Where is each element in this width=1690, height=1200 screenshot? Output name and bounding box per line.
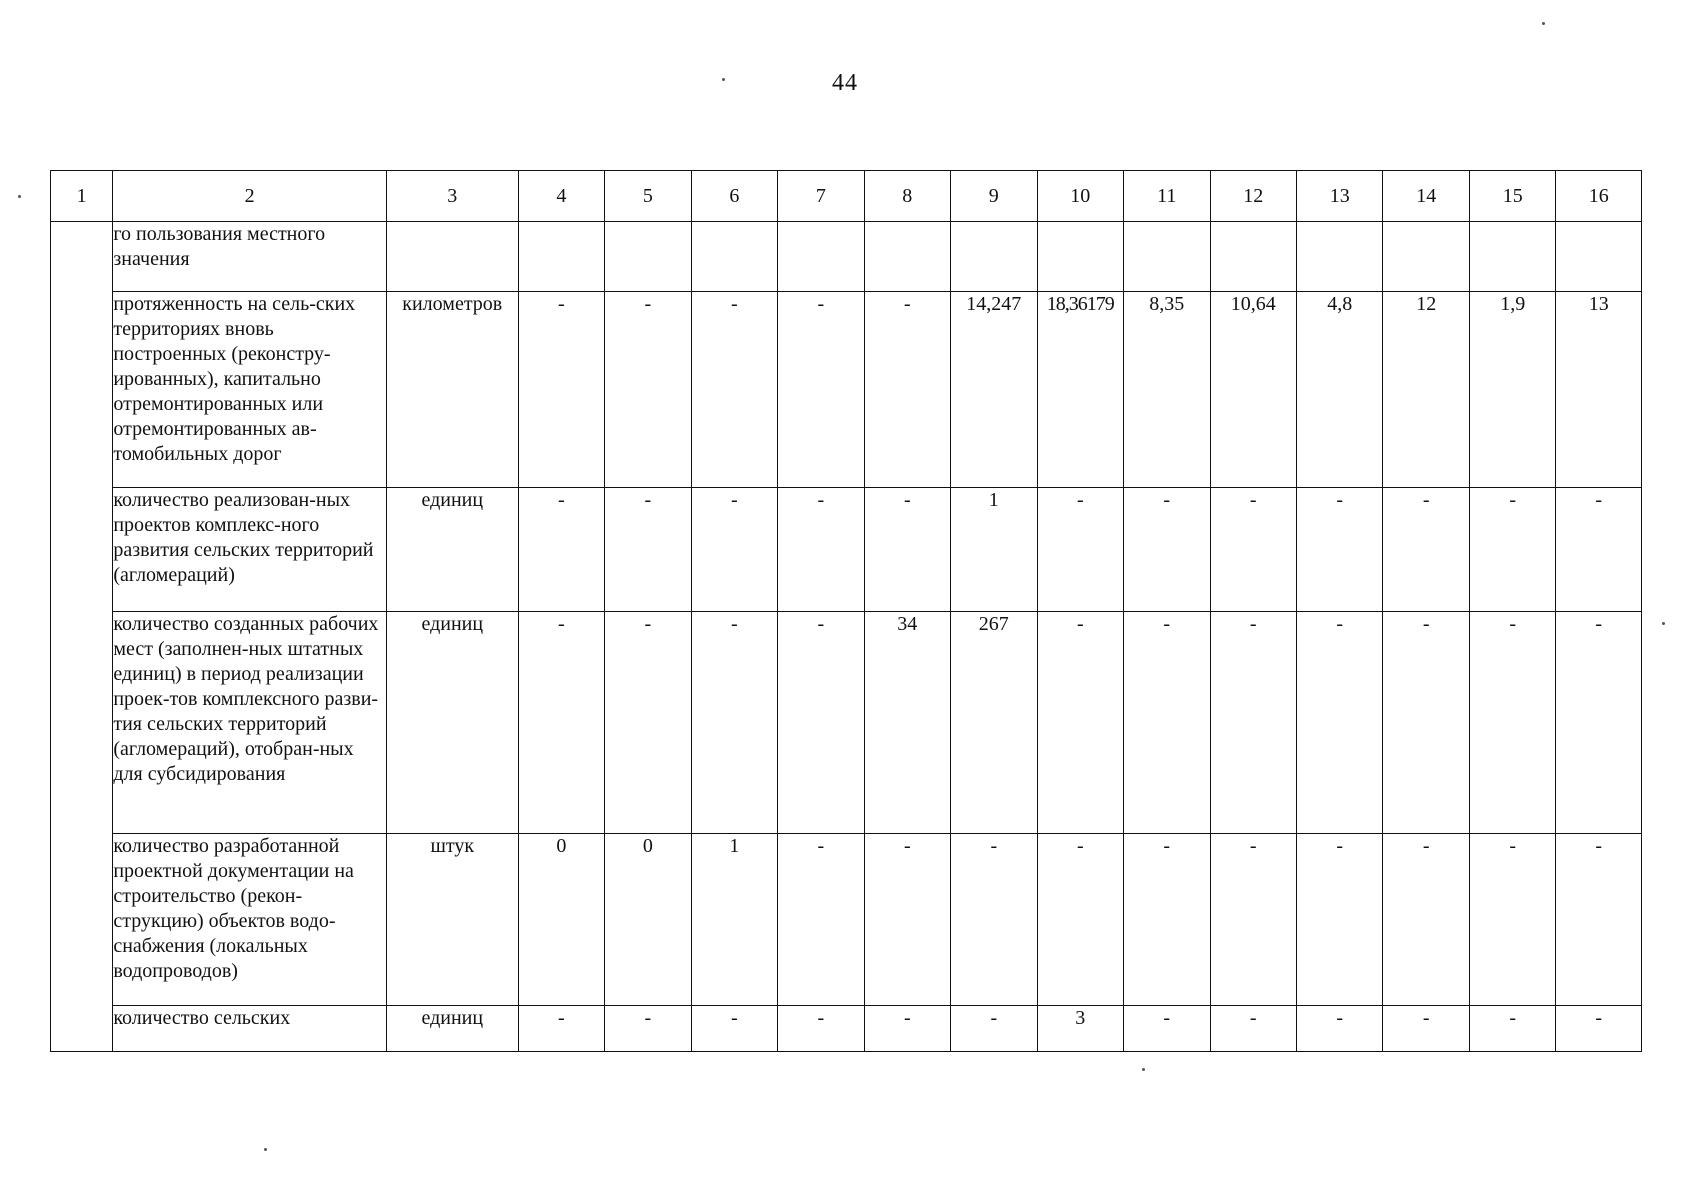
scan-speck: [264, 1148, 267, 1151]
value-cell: -: [1556, 1006, 1642, 1052]
value-cell: -: [1556, 834, 1642, 1006]
value-cell: -: [778, 488, 864, 612]
value-cell: 1: [691, 834, 777, 1006]
value-cell: -: [605, 292, 691, 488]
value-cell: [1210, 222, 1296, 292]
value-cell: -: [1124, 612, 1210, 834]
value-cell: -: [1037, 488, 1123, 612]
indicators-table: [50, 170, 1642, 1052]
value-cell: 3: [1037, 1006, 1123, 1052]
column-header: 13: [1296, 171, 1382, 222]
table-header-row: [51, 171, 1642, 222]
value-cell: [1037, 222, 1123, 292]
value-cell: -: [778, 834, 864, 1006]
value-cell: -: [1469, 834, 1555, 1006]
column-header: 6: [691, 171, 777, 222]
value-cell: -: [1296, 488, 1382, 612]
value-cell: [1296, 222, 1382, 292]
column-header: 12: [1210, 171, 1296, 222]
value-cell: -: [778, 1006, 864, 1052]
value-cell: -: [518, 612, 604, 834]
value-cell: -: [1037, 612, 1123, 834]
value-cell: [951, 222, 1037, 292]
table-row: [51, 222, 1642, 292]
value-cell: -: [691, 292, 777, 488]
value-cell: -: [691, 1006, 777, 1052]
value-cell: [1383, 222, 1469, 292]
value-cell: 8,35: [1124, 292, 1210, 488]
value-cell: [691, 222, 777, 292]
value-cell: -: [1210, 834, 1296, 1006]
value-cell: -: [1469, 1006, 1555, 1052]
value-cell: -: [1383, 488, 1469, 612]
value-cell: -: [1469, 612, 1555, 834]
value-cell: [864, 222, 950, 292]
column-header: 11: [1124, 171, 1210, 222]
value-cell: 34: [864, 612, 950, 834]
unit-cell: единиц: [386, 1006, 518, 1052]
unit-cell: штук: [386, 834, 518, 1006]
value-cell: 13: [1556, 292, 1642, 488]
page-number: 44: [832, 70, 858, 96]
table-row: [51, 612, 1642, 834]
value-cell: -: [1210, 612, 1296, 834]
value-cell: -: [691, 488, 777, 612]
value-cell: -: [605, 612, 691, 834]
column-header: 7: [778, 171, 864, 222]
indicator-cell: количество реализован-ных проектов комплекс-ного развития сельских территорий (агломераций): [113, 488, 387, 612]
indicator-cell: го пользования местного значения: [113, 222, 387, 292]
scan-speck: [1142, 1068, 1145, 1071]
value-cell: -: [1124, 488, 1210, 612]
value-cell: -: [1296, 1006, 1382, 1052]
unit-cell: [386, 222, 518, 292]
table-row: [51, 834, 1642, 1006]
value-cell: -: [1124, 834, 1210, 1006]
value-cell: -: [1037, 834, 1123, 1006]
value-cell: -: [864, 292, 950, 488]
value-cell: [518, 222, 604, 292]
indicator-cell: протяженность на сель-ских территориях вновь построенных (реконстру-ированных), капитально отремонтированных или отремонтированных ав-томобильных дорог: [113, 292, 387, 488]
value-cell: -: [1383, 834, 1469, 1006]
value-cell: [605, 222, 691, 292]
value-cell: -: [1383, 1006, 1469, 1052]
column-header: 5: [605, 171, 691, 222]
value-cell: 4,8: [1296, 292, 1382, 488]
value-cell: -: [1383, 612, 1469, 834]
value-cell: -: [951, 834, 1037, 1006]
table-cell-number: [51, 222, 113, 1052]
scan-speck: [1542, 22, 1545, 25]
column-header: 15: [1469, 171, 1555, 222]
value-cell: 10,64: [1210, 292, 1296, 488]
value-cell: 0: [518, 834, 604, 1006]
unit-cell: километров: [386, 292, 518, 488]
value-cell: -: [518, 292, 604, 488]
value-cell: -: [691, 612, 777, 834]
unit-cell: единиц: [386, 488, 518, 612]
indicator-cell: количество разработанной проектной документации на строительство (рекон-струкцию) объектов водо-снабжения (локальных водопроводов): [113, 834, 387, 1006]
value-cell: -: [1210, 1006, 1296, 1052]
value-cell: -: [1296, 612, 1382, 834]
scan-speck: [18, 195, 21, 198]
table-row: [51, 488, 1642, 612]
column-header: 2: [113, 171, 387, 222]
value-cell: -: [1210, 488, 1296, 612]
value-cell: 14,247: [951, 292, 1037, 488]
column-header: 3: [386, 171, 518, 222]
value-cell: -: [1556, 612, 1642, 834]
scan-speck: [1662, 622, 1665, 625]
unit-cell: единиц: [386, 612, 518, 834]
value-cell: 1,9: [1469, 292, 1555, 488]
value-cell: -: [605, 488, 691, 612]
column-header: 9: [951, 171, 1037, 222]
value-cell: -: [1124, 1006, 1210, 1052]
value-cell: [1469, 222, 1555, 292]
value-cell: -: [951, 1006, 1037, 1052]
value-cell: [1124, 222, 1210, 292]
value-cell: [778, 222, 864, 292]
column-header: 4: [518, 171, 604, 222]
value-cell: -: [1296, 834, 1382, 1006]
column-header: 14: [1383, 171, 1469, 222]
column-header: 8: [864, 171, 950, 222]
value-cell: -: [864, 488, 950, 612]
scan-speck: [722, 78, 725, 81]
indicator-cell: количество сельских: [113, 1006, 387, 1052]
value-cell: 12: [1383, 292, 1469, 488]
value-cell: 267: [951, 612, 1037, 834]
value-cell: -: [518, 488, 604, 612]
value-cell: -: [864, 1006, 950, 1052]
value-cell: [1556, 222, 1642, 292]
value-cell: -: [778, 612, 864, 834]
column-header: 1: [51, 171, 113, 222]
table-row: [51, 1006, 1642, 1052]
column-header: 16: [1556, 171, 1642, 222]
value-cell: -: [1469, 488, 1555, 612]
value-cell: -: [518, 1006, 604, 1052]
value-cell: -: [778, 292, 864, 488]
value-cell: 18,36179: [1037, 292, 1123, 488]
table-row: [51, 292, 1642, 488]
value-cell: 1: [951, 488, 1037, 612]
column-header: 10: [1037, 171, 1123, 222]
value-cell: 0: [605, 834, 691, 1006]
value-cell: -: [864, 834, 950, 1006]
value-cell: -: [1556, 488, 1642, 612]
indicator-cell: количество созданных рабочих мест (заполнен-ных штатных единиц) в период реализации проек-тов комплексного разви-тия сельских территорий (агломераций), отобран-ных для субсидирования: [113, 612, 387, 834]
value-cell: -: [605, 1006, 691, 1052]
